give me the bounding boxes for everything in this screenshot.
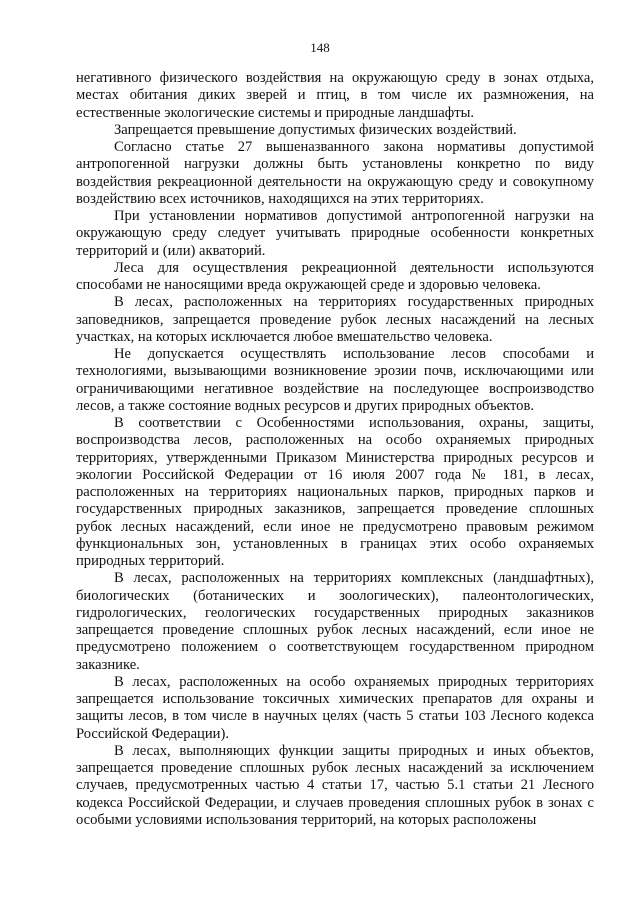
paragraph: В лесах, выполняющих функции защиты природных и иных объектов, запрещается проведение сплошных рубок лесных насаждений за исключением случаев, предусмотренных частью 4 статьи 17, частью 5.1 статьи 21 Лесного кодекса Российской Федерации, и случаев проведения сплошных рубок в зонах с особыми условиями использования территорий, на которых расположены [76,742,594,828]
paragraph: В соответствии с Особенностями использования, охраны, защиты, воспроизводства лесов, расположенных на особо охраняемых природных территориях, утвержденными Приказом Министерства природных ресурсов и экологии Российской Федерации от 16 июля 2007 года № 181, в лесах, расположенных на территориях национальных парков, природных парков и государственных природных заказников, запрещается проведение сплошных рубок лесных насаждений, если иное не предусмотрено правовым режимом функциональных зон, установленных в границах этих особо охраняемых природных территорий. [76,415,594,569]
page-number: 148 [310,40,330,55]
document-body [76,70,594,829]
paragraph: В лесах, расположенных на особо охраняемых природных территориях запрещается использование токсичных химических препаратов для охраны и защиты лесов, в том числе в научных целях (часть 5 статьи 103 Лесного кодекса Российской Федерации). [76,673,594,742]
paragraph: При установлении нормативов допустимой антропогенной нагрузки на окружающую среду следует учитывать природные особенности конкретных территорий и (или) акваторий. [76,208,594,259]
paragraph: В лесах, расположенных на территориях комплексных (ландшафтных), биологических (ботанических и зоологических), палеонтологических, гидрологических, геологических государственных природных заказников запрещается проведение сплошных рубок лесных насаждений, если иное не предусмотрено положением о соответствующем государственном природном заказнике. [76,570,594,673]
paragraph: В лесах, расположенных на территориях государственных природных заповедников, запрещается проведение рубок лесных насаждений на лесных участках, на которых исключается любое вмешательство человека. [76,294,594,345]
paragraph: Согласно статье 27 вышеназванного закона нормативы допустимой антропогенной нагрузки должны быть установлены конкретно по виду воздействия рекреационной деятельности на окружающую среду и совокупному воздействию всех источников, находящихся на этих территориях. [76,139,594,207]
paragraph: Запрещается превышение допустимых физических воздействий. [114,121,517,138]
paragraph: Не допускается осуществлять использование лесов способами и технологиями, вызывающими возникновение эрозии почв, исключающими или ограничивающими негативное воздействие на последующее воспроизводство лесов, а также состояние водных ресурсов и других природных объектов. [76,346,594,414]
paragraph: Леса для осуществления рекреационной деятельности используются способами не наносящими вреда окружающей среде и здоровью человека. [76,259,594,293]
paragraph-continued: негативного физического воздействия на окружающую среду в зонах отдыха, местах обитания диких зверей и птиц, в том числе их размножения, на естественные экологические системы и природные ландшафты. [76,70,594,121]
